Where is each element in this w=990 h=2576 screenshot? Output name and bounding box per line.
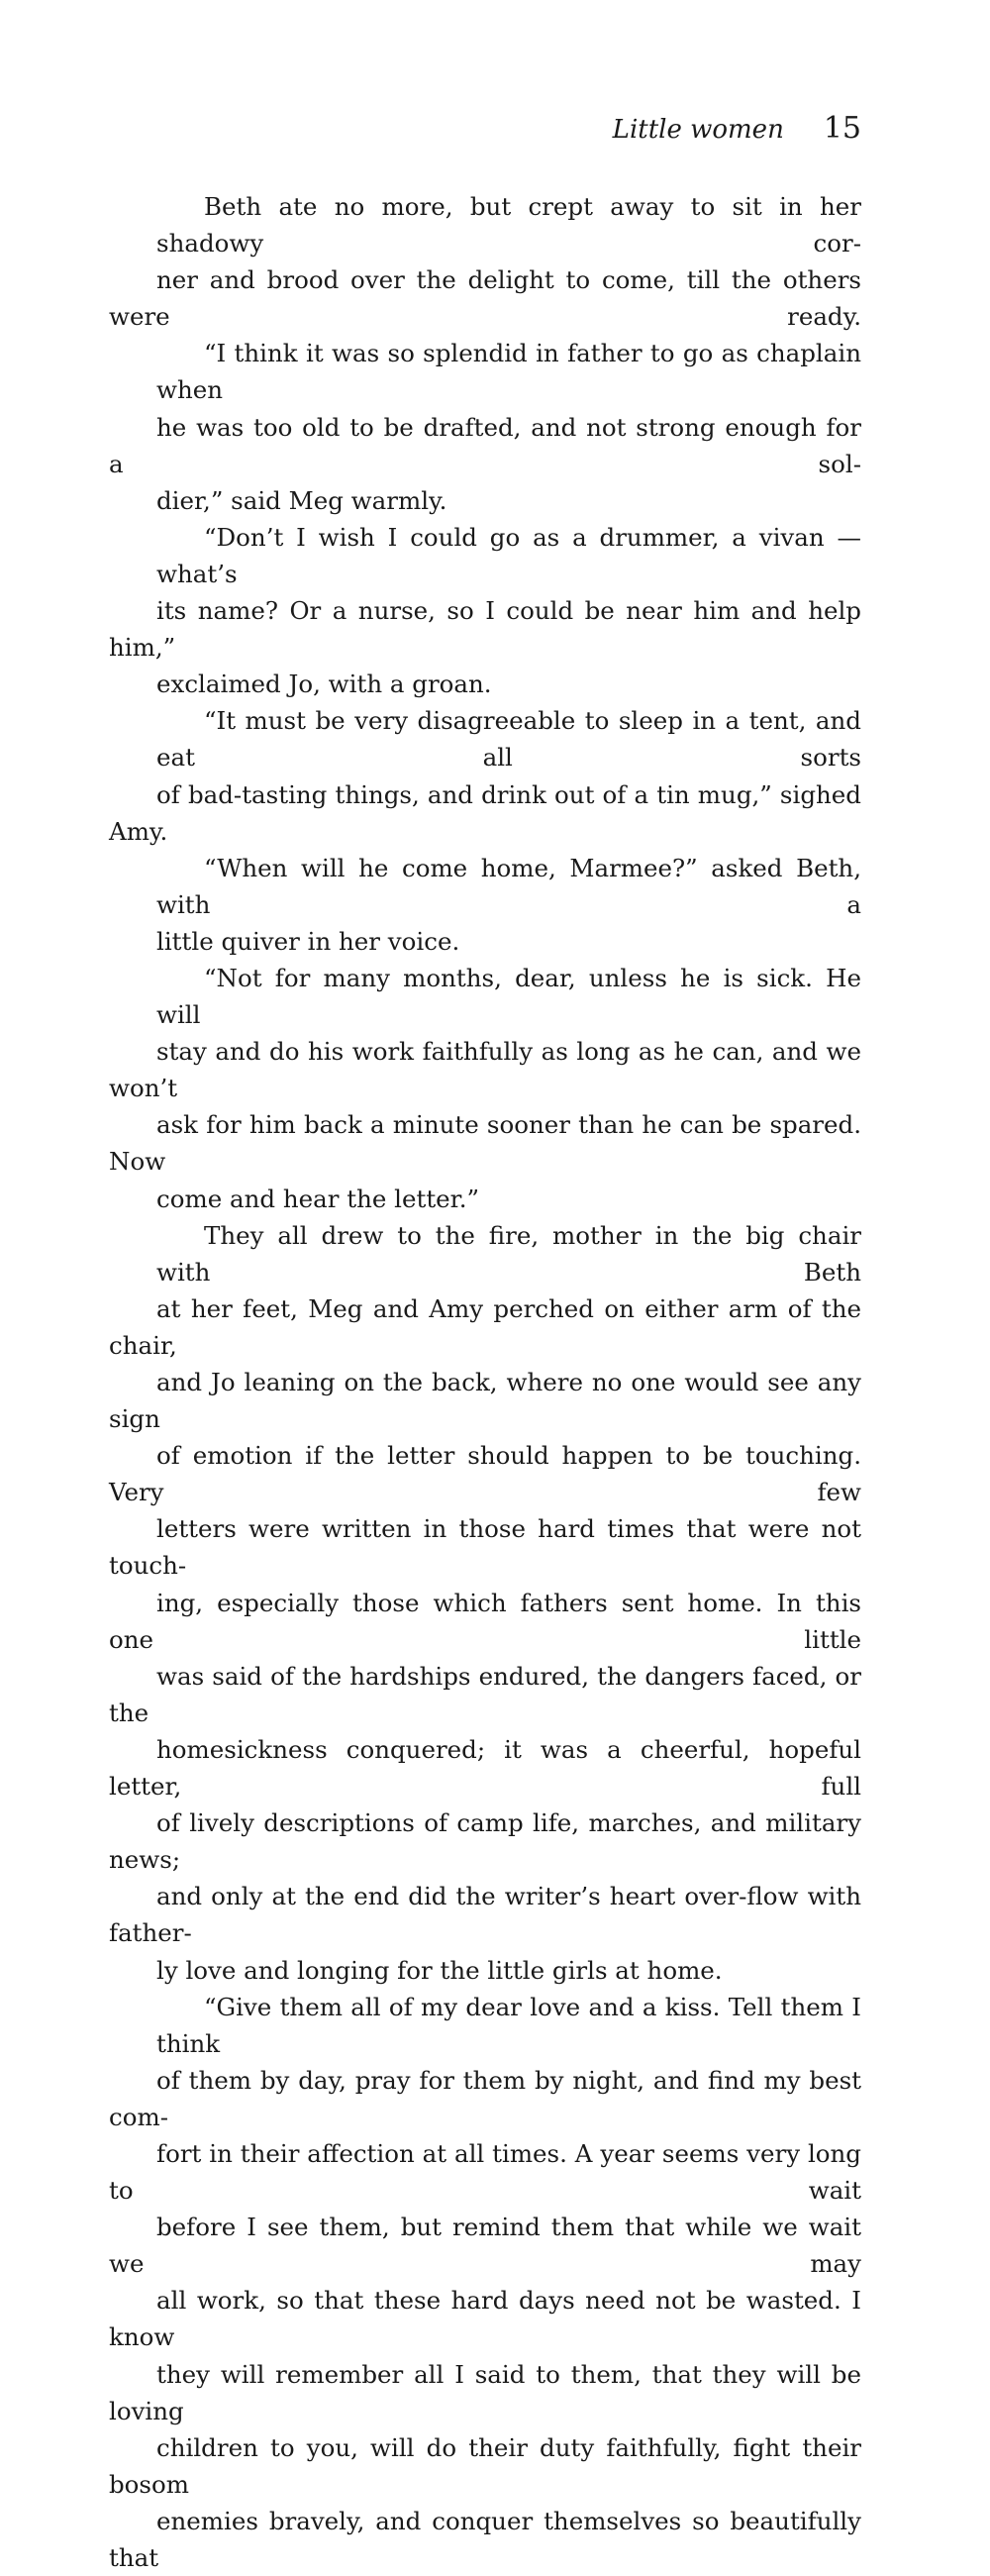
paragraph — [109, 960, 861, 1217]
text-line: “It must be very disagreeable to sleep in a tent, and eat all sorts — [156, 706, 861, 773]
text-line: its name? Or a nurse, so I could be near him and help him,” — [109, 596, 861, 663]
text-line: they will remember all I said to them, that they will be loving — [109, 2359, 861, 2425]
text-line: “Give them all of my dear love and a kiss. Tell them I think — [156, 1992, 861, 2058]
text-line: stay and do his work faithfully as long as he can, and we won’t — [109, 1037, 861, 1103]
text-line: at her feet, Meg and Amy perched on either arm of the chair, — [109, 1293, 861, 1360]
text-line: ask for him back a minute sooner than he can be spared. Now — [109, 1110, 861, 1177]
text-line: homesickness conquered; it was a cheerful, hopeful letter, full — [109, 1734, 861, 1802]
text-line: “Don’t I wish I could go as a drummer, a vivan — what’s — [156, 522, 861, 588]
text-line: “I think it was so splendid in father to go as chaplain when — [156, 339, 861, 405]
text-line: children to you, will do their duty faithfully, fight their bosom — [109, 2432, 861, 2499]
text-line: “Not for many months, dear, unless he is sick. He will — [156, 963, 861, 1030]
text-line: ly love and longing for the little girls at home. — [156, 1955, 723, 1985]
text-line: come and hear the letter.” — [156, 1184, 480, 1213]
text-line: Beth ate no more, but crept away to sit in her shadowy cor- — [156, 192, 861, 258]
text-line: and Jo leaning on the back, where no one would see any sign — [109, 1368, 861, 1434]
text-line: of lively descriptions of camp life, marches, and military news; — [109, 1808, 861, 1875]
text-line: ner and brood over the delight to come, till the others were ready. — [109, 265, 861, 332]
running-head — [109, 112, 861, 147]
text-line: “When will he come home, Marmee?” asked Beth, with a — [156, 853, 861, 919]
text-line: dier,” said Meg warmly. — [156, 485, 447, 515]
text-line: before I see them, but remind them that while we wait we may — [109, 2213, 861, 2279]
paragraph — [109, 188, 861, 335]
text-line: of emotion if the letter should happen to be touching. Very few — [109, 1441, 861, 1507]
text-line: he was too old to be drafted, and not strong enough for a sol- — [109, 412, 861, 478]
text-line: fort in their affection at all times. A year seems very long to wait — [109, 2138, 861, 2206]
text-line: ing, especially those which fathers sent home. In this one little — [109, 1588, 861, 1654]
text-line: was said of the hardships endured, the dangers faced, or the — [109, 1661, 861, 1727]
text-line: of bad-tasting things, and drink out of a tin mug,” sighed Amy. — [109, 779, 861, 846]
text-line: They all drew to the fire, mother in the big chair with Beth — [156, 1220, 861, 1287]
body-text — [109, 188, 861, 2576]
page-number: 15 — [823, 111, 861, 146]
text-line: letters were written in those hard times that were not touch- — [109, 1514, 861, 1581]
text-line: enemies bravely, and conquer themselves so beautifully that — [109, 2506, 861, 2572]
text-line: and only at the end did the writer’s heart over-flow with father- — [109, 1882, 861, 1948]
paragraph — [109, 519, 861, 702]
paragraph — [109, 702, 861, 849]
running-title: Little women — [612, 115, 784, 145]
text-line: of them by day, pray for them by night, and find my best com- — [109, 2065, 861, 2131]
paragraph — [109, 1217, 861, 1989]
text-line: exclaimed Jo, with a groan. — [156, 670, 492, 699]
text-line: little quiver in her voice. — [156, 926, 460, 956]
paragraph — [109, 1989, 861, 2576]
paragraph — [109, 335, 861, 518]
text-line: all work, so that these hard days need not be wasted. I know — [109, 2286, 861, 2352]
paragraph — [109, 850, 861, 960]
